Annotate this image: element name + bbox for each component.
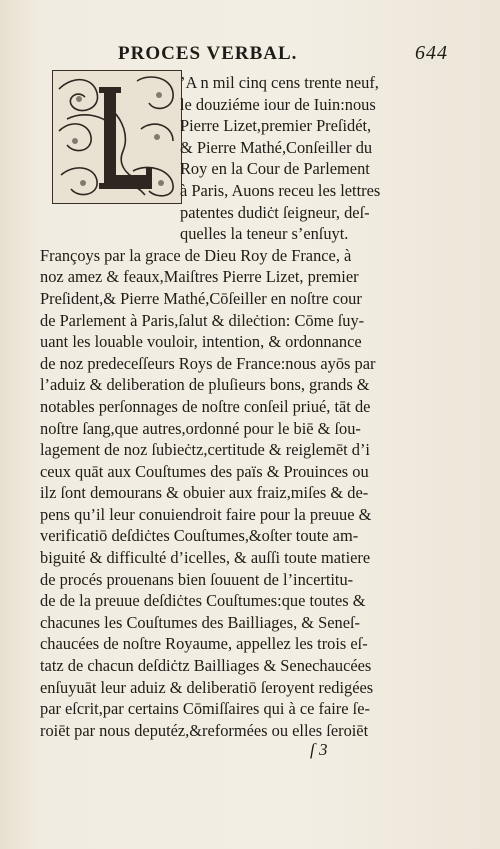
text-line: quelles la teneur s’enſuyt.: [180, 224, 349, 244]
text-line: à Paris, Auons receu les lettres: [180, 180, 381, 200]
text-line: ilz ſont demourans & obuier aux fraiz,miſes & de-: [40, 483, 369, 503]
text-line: chacunes les Couſtumes des Bailliages, & Seneſ-: [40, 612, 361, 632]
text-line: patentes dudiċt ſeigneur, deſ-: [180, 202, 370, 222]
text-line: de Parlement à Paris,ſalut & dileċtion: Cōme ſuy-: [40, 310, 365, 330]
text-line: par eſcrit,par certains Cōmiſſaires qui à ce faire ſe-: [40, 699, 370, 719]
text-line: tatz de chacun deſdiċtz Bailliages & Senechaucées: [40, 656, 372, 676]
text-line: l’aduiz & deliberation de pluſieurs bons, grands &: [40, 375, 370, 395]
text-line: de procés prouenans bien ſouuent de l’incertitu-: [40, 569, 354, 589]
text-line: noſtre ſang,que autres,ordonné pour le biē & ſou-: [40, 418, 361, 438]
text-line: noz amez & feaux,Maiſtres Pierre Lizet, premier: [40, 267, 359, 287]
text-line: biguité & difficulté d’icelles, & auſſi toute matiere: [40, 548, 371, 568]
text-line: notables perſonnages de noſtre conſeil priué, tāt de: [40, 396, 371, 416]
text-line: Preſident,& Pierre Mathé,Cōſeiller en noſtre cour: [40, 288, 362, 308]
text-line: verificatiō deſdiċtes Couſtumes,&oſter toute am-: [40, 526, 359, 546]
text-line: enſuyuāt leur aduiz & deliberatiō ſeroyent redigées: [40, 677, 374, 697]
text-line: de de la preuue deſdiċtes Couſtumes:que toutes &: [40, 591, 366, 611]
text-line: ’A n mil cinq cens trente neuf,: [180, 73, 379, 92]
text-line: chaucées de noſtre Royaume, appellez les trois eſ-: [40, 634, 368, 654]
text-line: ceux quāt aux Couſtumes des païs & Prouinces ou: [40, 461, 369, 481]
text-line: Françoys par la grace de Dieu Roy de France, à: [40, 245, 352, 265]
text-line: & Pierre Mathé,Conſeiller du: [180, 137, 373, 157]
page-number: 644: [415, 42, 448, 64]
text-line: Pierre Lizet,premier Preſidét,: [180, 116, 372, 136]
body-text: [40, 72, 452, 741]
text-line: pens qu’il leur conuiendroit faire pour la preuue &: [40, 504, 372, 524]
text-line: uant les louable vouloir, intention, & ordonnance: [40, 332, 362, 352]
text-line: le douziéme iour de Iuin:nous: [180, 94, 376, 114]
text-line: roiēt par nous deputéz,&reformées ou elles ſeroiēt: [40, 720, 369, 740]
running-title: PROCES VERBAL.: [118, 43, 298, 64]
text-line: de noz predeceſſeurs Roys de France:nous ayōs par: [40, 353, 376, 373]
running-header: [118, 42, 448, 65]
text-line: Roy en la Cour de Parlement: [180, 159, 370, 179]
text-line: lagement de noz ſubieċtz,certitude & reiglemēt d’i: [40, 440, 370, 460]
signature-mark: ſ 3: [310, 740, 328, 759]
